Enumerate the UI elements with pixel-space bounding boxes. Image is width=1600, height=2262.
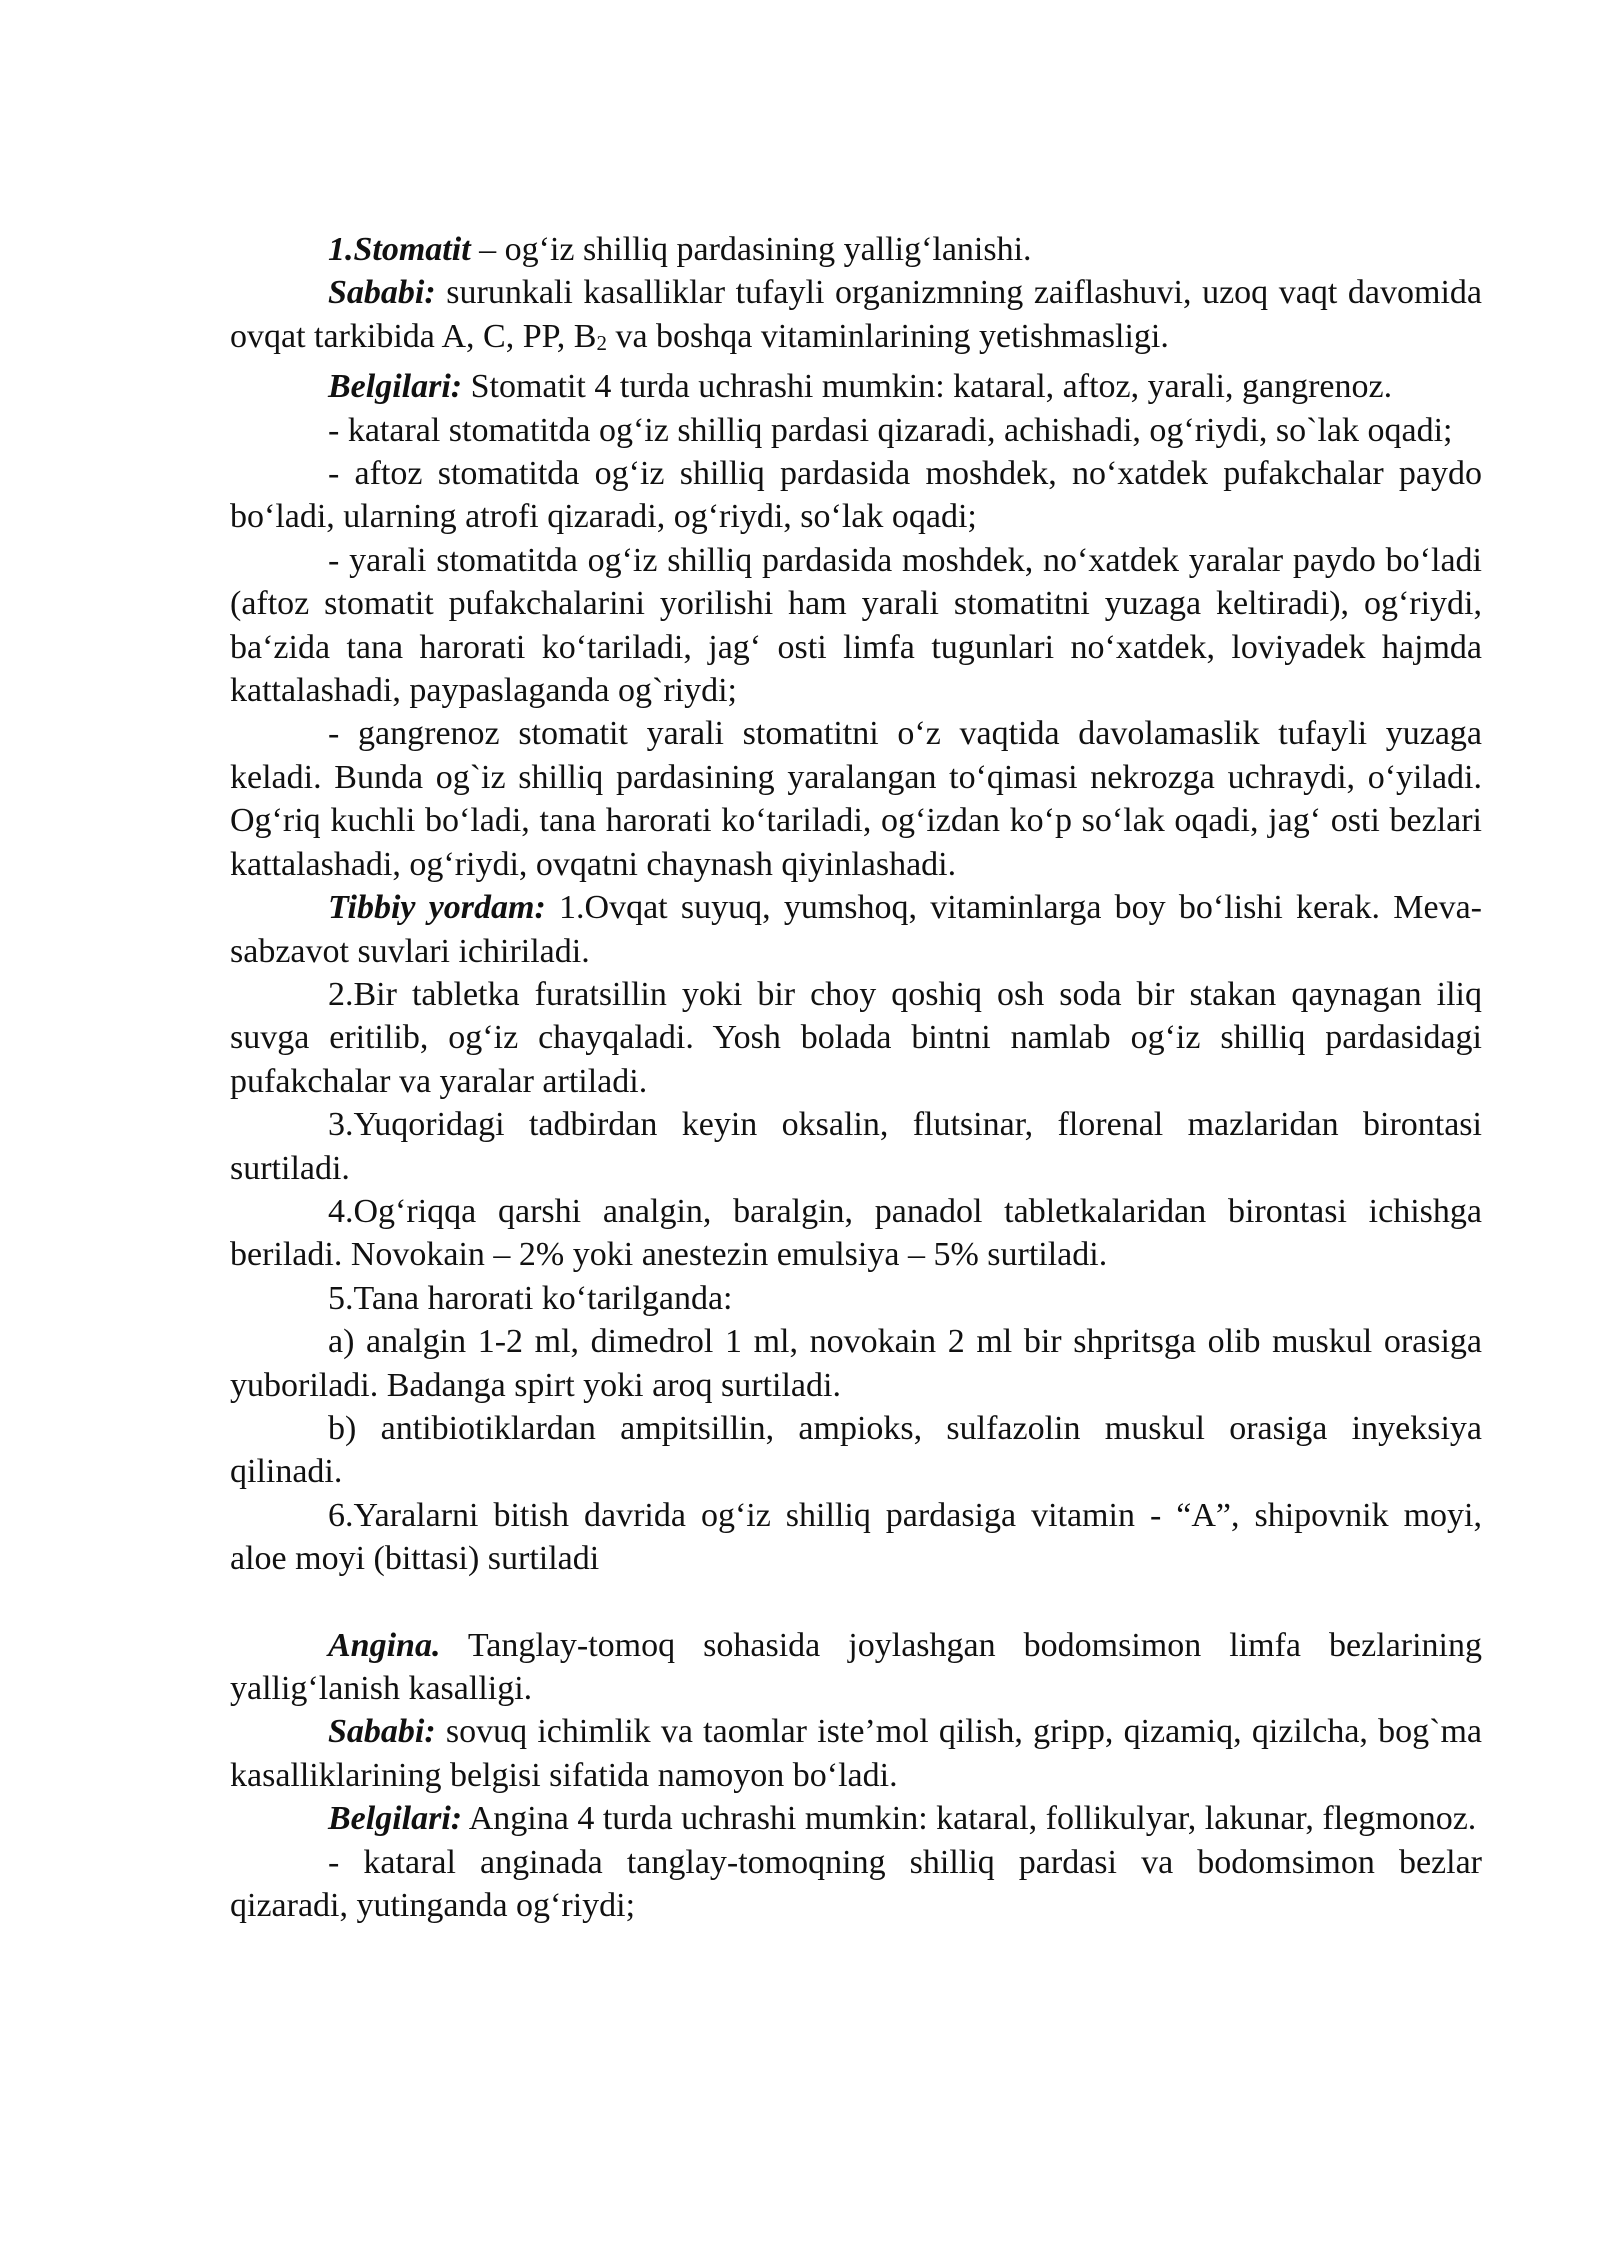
angina-belgilari-label: Belgilari: — [328, 1800, 463, 1838]
aftoz-stomatit-paragraph: - aftoz stomatitda og‘iz shilliq pardasida moshdek, no‘xatdek pufakchalar paydo bo‘ladi, ularning atrofi qizaradi, og‘riydi, so‘lak oqadi; — [230, 455, 1482, 536]
gangrenoz-stomatit-paragraph: - gangrenoz stomatit yarali stomatitni o‘z vaqtida davolamaslik tufayli yuzaga keladi. Bunda og`iz shilliq pardasining yaralangan to‘qimasi nekrozga uchraydi, o‘yiladi. Og‘riq kuchli bo‘ladi, tana harorati ko‘tariladi, og‘izdan ko‘p so‘lak oqadi, jag‘ osti bezlari kattalashadi, og‘riydi, ovqatni chaynash qiyinlashadi. — [230, 715, 1482, 883]
angina-title — [230, 1624, 1482, 1711]
yordam-step-5b: b) antibiotiklardan ampitsillin, ampioks, sulfazolin muskul orasiga inyeksiya qilinadi. — [230, 1409, 1482, 1491]
yordam-step-6: 6.Yaralarni bitish davrida og‘iz shilliq pardasiga vitamin - “A”, shipovnik moyi, aloe moyi (bittasi) surtiladi — [230, 1496, 1482, 1578]
kataral-angina-paragraph: - kataral anginada tanglay-tomoqning shilliq pardasi va bodomsimon bezlar qizaradi, yutinganda og‘riydi; — [230, 1843, 1482, 1925]
kataral-stomatit-paragraph: - kataral stomatitda og‘iz shilliq pardasi qizaradi, achishadi, og‘riydi, so`lak oqadi; — [328, 411, 1453, 449]
stomatit-title-text: – og‘iz shilliq pardasining yallig‘lanishi. — [470, 231, 1032, 268]
yordam-step-5: 5.Tana harorati ko‘tarilganda: — [328, 1279, 733, 1317]
angina-title-text: Tanglay-tomoq sohasida joylashgan bodomsimon limfa bezlarining yallig‘lanish kasalligi. — [230, 1626, 1482, 1707]
sababi-label: Sababi: — [328, 274, 436, 312]
tibbiy-yordam-label: Tibbiy yordam: — [328, 889, 546, 927]
belgilari-label: Belgilari: — [328, 368, 463, 406]
sababi-text-b: va boshqa vitaminlarining yetishmasligi. — [606, 317, 1169, 355]
stomatit-sababi — [230, 271, 1482, 365]
yordam-step-3: 3.Yuqoridagi tadbirdan keyin oksalin, flutsinar, florenal mazlaridan birontasi surtiladi. — [230, 1106, 1482, 1187]
yordam-step-5a: a) analgin 1-2 ml, dimedrol 1 ml, novokain 2 ml bir shpritsga olib muskul orasiga yuboriladi. Badanga spirt yoki aroq surtiladi. — [230, 1323, 1482, 1404]
belgilari-text: Stomatit 4 turda uchrashi mumkin: kataral, aftoz, yarali, gangrenoz. — [462, 368, 1393, 406]
sababi-text-a: surunkali kasalliklar tufayli organizmning zaiflashuvi, uzoq vaqt davomida ovqat tarkibida A, C, PP, B — [230, 274, 1482, 355]
yordam-step-2: 2.Bir tabletka furatsillin yoki bir choy qoshiq osh soda bir stakan qaynagan iliq suvga eritilib, og‘iz chayqaladi. Yosh bolada bintni namlab og‘iz shilliq pardasidagi pufakchalar va yaralar artiladi. — [230, 975, 1482, 1100]
stomatit-belgilari — [230, 365, 1482, 408]
stomatit-title-label: 1.Stomatit — [328, 231, 471, 268]
stomatit-title — [230, 228, 1482, 271]
vitamin-subscript: 2 — [596, 330, 607, 355]
angina-sababi-label: Sababi: — [328, 1713, 436, 1751]
angina-sababi — [230, 1710, 1482, 1797]
yordam-step-4: 4.Og‘riqqa qarshi analgin, baralgin, panadol tabletkalaridan birontasi ichishga beriladi. Novokain – 2% yoki anestezin emulsiya – 5% surtiladi. — [230, 1192, 1482, 1274]
angina-belgilari — [230, 1797, 1482, 1840]
document-page — [230, 228, 1482, 1927]
angina-belgilari-text: Angina 4 turda uchrashi mumkin: kataral, follikulyar, lakunar, flegmonoz. — [462, 1800, 1477, 1838]
angina-title-label: Angina. — [328, 1626, 441, 1664]
tibbiy-yordam-paragraph — [230, 886, 1482, 973]
section-spacer — [230, 1581, 1482, 1624]
yarali-stomatit-paragraph: - yarali stomatitda og‘iz shilliq pardasida moshdek, no‘xatdek yaralar paydo bo‘ladi (aftoz stomatit pufakchalarini yorilishi ham yarali stomatitni yuzaga keltiradi), og‘riydi, ba‘zida tana harorati ko‘tariladi, jag‘ osti limfa tugunlari no‘xatdek, loviyadek hajmda kattalashadi, paypaslaganda og`riydi; — [230, 541, 1482, 710]
angina-sababi-text: sovuq ichimlik va taomlar iste’mol qilish, gripp, qizamiq, qizilcha, bog`ma kasalliklarining belgisi sifatida namoyon bo‘ladi. — [230, 1713, 1482, 1794]
tibbiy-yordam-text: 1.Ovqat suyuq, yumshoq, vitaminlarga boy bo‘lishi kerak. Meva-sabzavot suvlari ichiriladi. — [230, 889, 1482, 970]
